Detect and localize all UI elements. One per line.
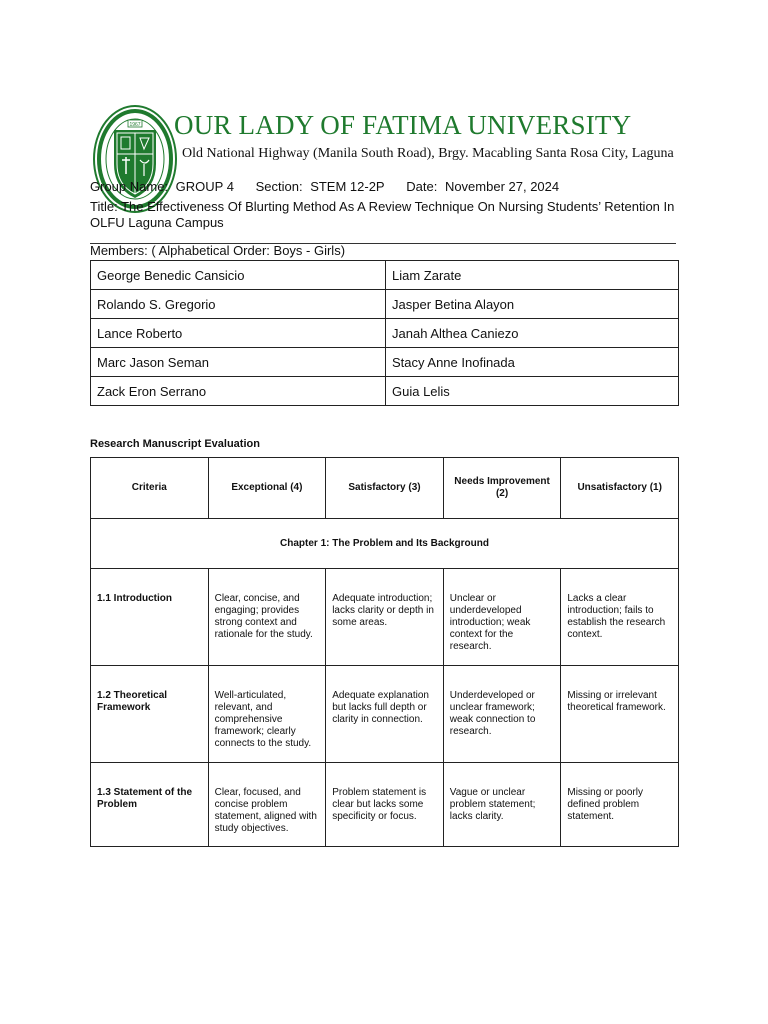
section-value: STEM 12-2P (310, 179, 385, 194)
table-row (91, 290, 679, 319)
member-name: Stacy Anne Inofinada (386, 348, 679, 377)
needs-improvement-cell: Vague or unclear problem statement; lacks clarity. (443, 763, 561, 847)
unsatisfactory-cell: Missing or irrelevant theoretical framework. (561, 666, 679, 763)
university-seal-logo (92, 104, 178, 214)
table-row (91, 377, 679, 406)
table-row (91, 348, 679, 377)
svg-text:1967: 1967 (129, 122, 141, 128)
member-name: George Benedic Cansicio (91, 261, 386, 290)
criteria-name: 1.3 Statement of the Problem (91, 763, 209, 847)
members-table (90, 260, 679, 406)
research-title: Title: The Effectiveness Of Blurting Method As A Review Technique On Nursing Students’ Retention In OLFU Laguna Campus (90, 199, 675, 230)
exceptional-cell: Clear, concise, and engaging; provides strong context and rationale for the study. (208, 569, 326, 666)
evaluation-rubric-table (90, 457, 679, 847)
chapter-title: Chapter 1: The Problem and Its Background (91, 519, 679, 569)
group-label: Group Name: (90, 179, 169, 194)
evaluation-title: Research Manuscript Evaluation (90, 438, 260, 450)
member-name: Janah Althea Caniezo (386, 319, 679, 348)
satisfactory-cell: Adequate explanation but lacks full depth or clarity in connection. (326, 666, 444, 763)
member-name: Guia Lelis (386, 377, 679, 406)
header-needs-improvement: Needs Improvement (2) (443, 458, 561, 519)
unsatisfactory-cell: Missing or poorly defined problem statement. (561, 763, 679, 847)
needs-improvement-cell: Unclear or underdeveloped introduction; weak context for the research. (443, 569, 561, 666)
header-criteria: Criteria (91, 458, 209, 519)
satisfactory-cell: Adequate introduction; lacks clarity or depth in some areas. (326, 569, 444, 666)
member-name: Rolando S. Gregorio (91, 290, 386, 319)
chapter-row (91, 519, 679, 569)
table-row (91, 261, 679, 290)
table-row (91, 319, 679, 348)
group-value: GROUP 4 (175, 179, 234, 194)
needs-improvement-cell: Underdeveloped or unclear framework; weak connection to research. (443, 666, 561, 763)
criteria-name: 1.2 Theoretical Framework (91, 666, 209, 763)
member-name: Liam Zarate (386, 261, 679, 290)
university-name: OUR LADY OF FATIMA UNIVERSITY (174, 110, 632, 140)
table-row (91, 763, 679, 847)
table-row (91, 666, 679, 763)
exceptional-cell: Well-articulated, relevant, and comprehensive framework; clearly connects to the study. (208, 666, 326, 763)
exceptional-cell: Clear, focused, and concise problem statement, aligned with study objectives. (208, 763, 326, 847)
header-exceptional: Exceptional (4) (208, 458, 326, 519)
date-label: Date: (406, 179, 438, 194)
satisfactory-cell: Problem statement is clear but lacks some specificity or focus. (326, 763, 444, 847)
member-name: Marc Jason Seman (91, 348, 386, 377)
members-label: Members: ( Alphabetical Order: Boys - Girls) (90, 243, 346, 258)
university-address: Old National Highway (Manila South Road), Brgy. Macabling Santa Rosa City, Laguna (182, 146, 674, 161)
member-name: Zack Eron Serrano (91, 377, 386, 406)
date-value: November 27, 2024 (444, 179, 560, 194)
section-label: Section: (255, 179, 303, 194)
header-unsatisfactory: Unsatisfactory (1) (561, 458, 679, 519)
criteria-name: 1.1 Introduction (91, 569, 209, 666)
unsatisfactory-cell: Lacks a clear introduction; fails to establish the research context. (561, 569, 679, 666)
table-row (91, 569, 679, 666)
meta-row (90, 179, 563, 194)
member-name: Lance Roberto (91, 319, 386, 348)
rubric-header-row (91, 458, 679, 519)
header-satisfactory: Satisfactory (3) (326, 458, 444, 519)
member-name: Jasper Betina Alayon (386, 290, 679, 319)
